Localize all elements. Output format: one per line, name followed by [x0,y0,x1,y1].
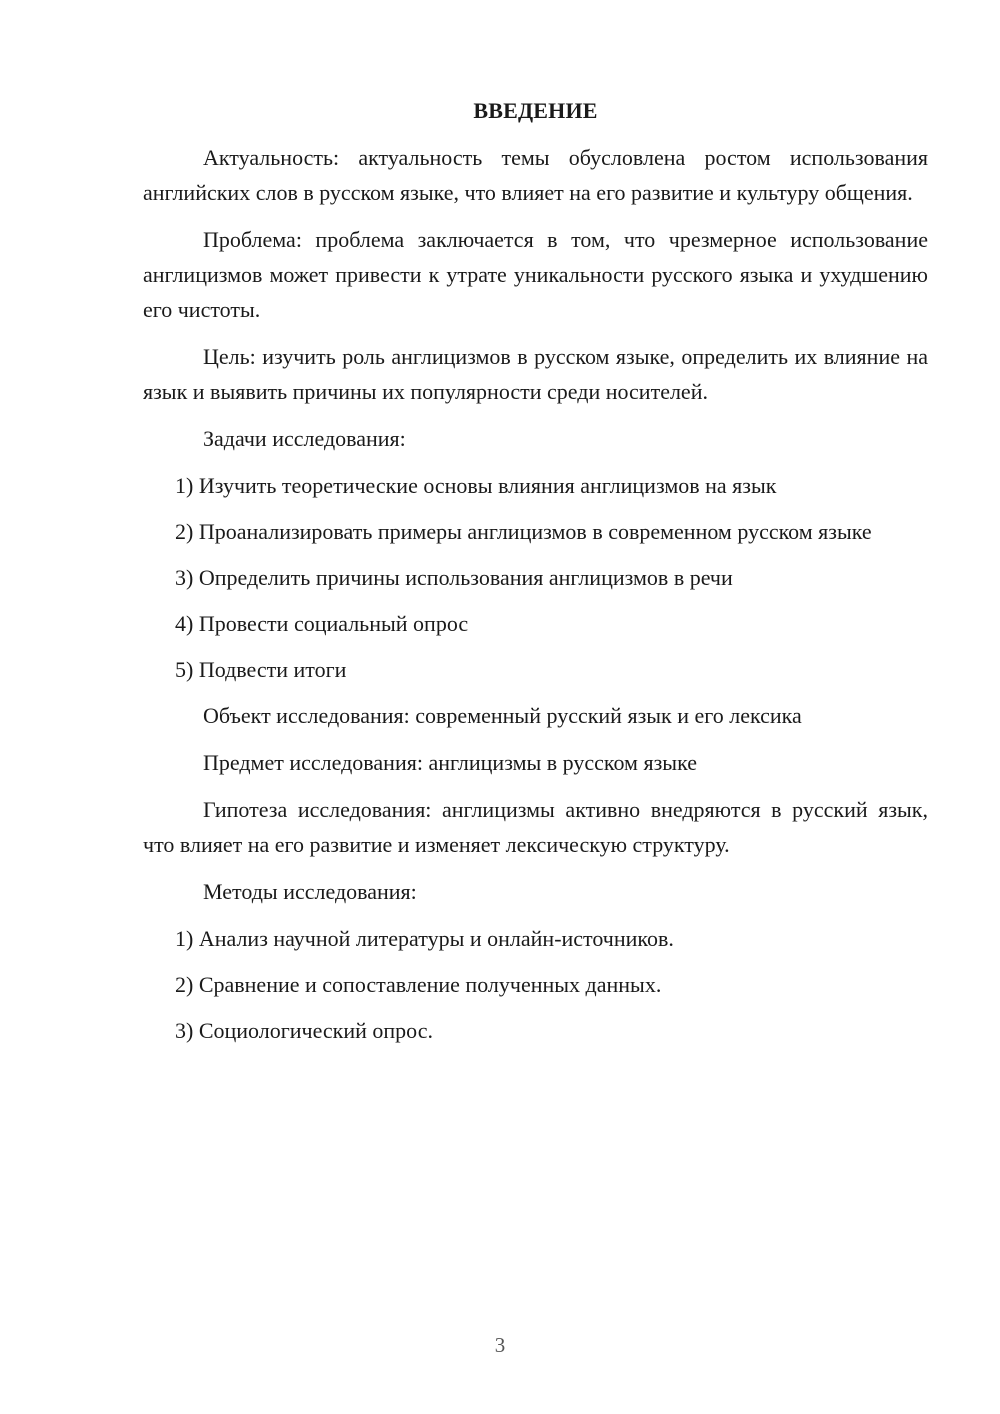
page-content [143,94,928,1059]
task-item: 3) Определить причины использования англицизмов в речи [175,565,733,590]
method-item: 1) Анализ научной литературы и онлайн-источников. [175,926,674,951]
relevance-paragraph: Актуальность: актуальность темы обусловлена ростом использования английских слов в русском языке, что влияет на его развитие и культуру общения. [143,145,928,205]
page-title: ВВЕДЕНИЕ [473,98,598,123]
object-paragraph: Объект исследования: современный русский язык и его лексика [203,703,802,728]
subject-paragraph: Предмет исследования: англицизмы в русском языке [203,750,697,775]
methods-heading: Методы исследования: [203,879,417,904]
task-item: 1) Изучить теоретические основы влияния англицизмов на язык [175,473,777,498]
method-item: 3) Социологический опрос. [175,1018,433,1043]
goal-paragraph: Цель: изучить роль англицизмов в русском языке, определить их влияние на язык и выявить причины их популярности среди носителей. [143,344,928,404]
task-item: 5) Подвести итоги [175,657,347,682]
task-item: 2) Проанализировать примеры англицизмов в современном русском языке [175,519,872,544]
problem-paragraph: Проблема: проблема заключается в том, что чрезмерное использование англицизмов может привести к утрате уникальности русского языка и ухудшению его чистоты. [143,227,928,322]
page-number: 3 [494,1333,506,1357]
task-item: 4) Провести социальный опрос [175,611,469,636]
tasks-heading: Задачи исследования: [203,426,406,451]
hypothesis-paragraph: Гипотеза исследования: англицизмы активно внедряются в русский язык, что влияет на его развитие и изменяет лексическую структуру. [143,797,928,857]
method-item: 2) Сравнение и сопоставление полученных данных. [175,972,662,997]
